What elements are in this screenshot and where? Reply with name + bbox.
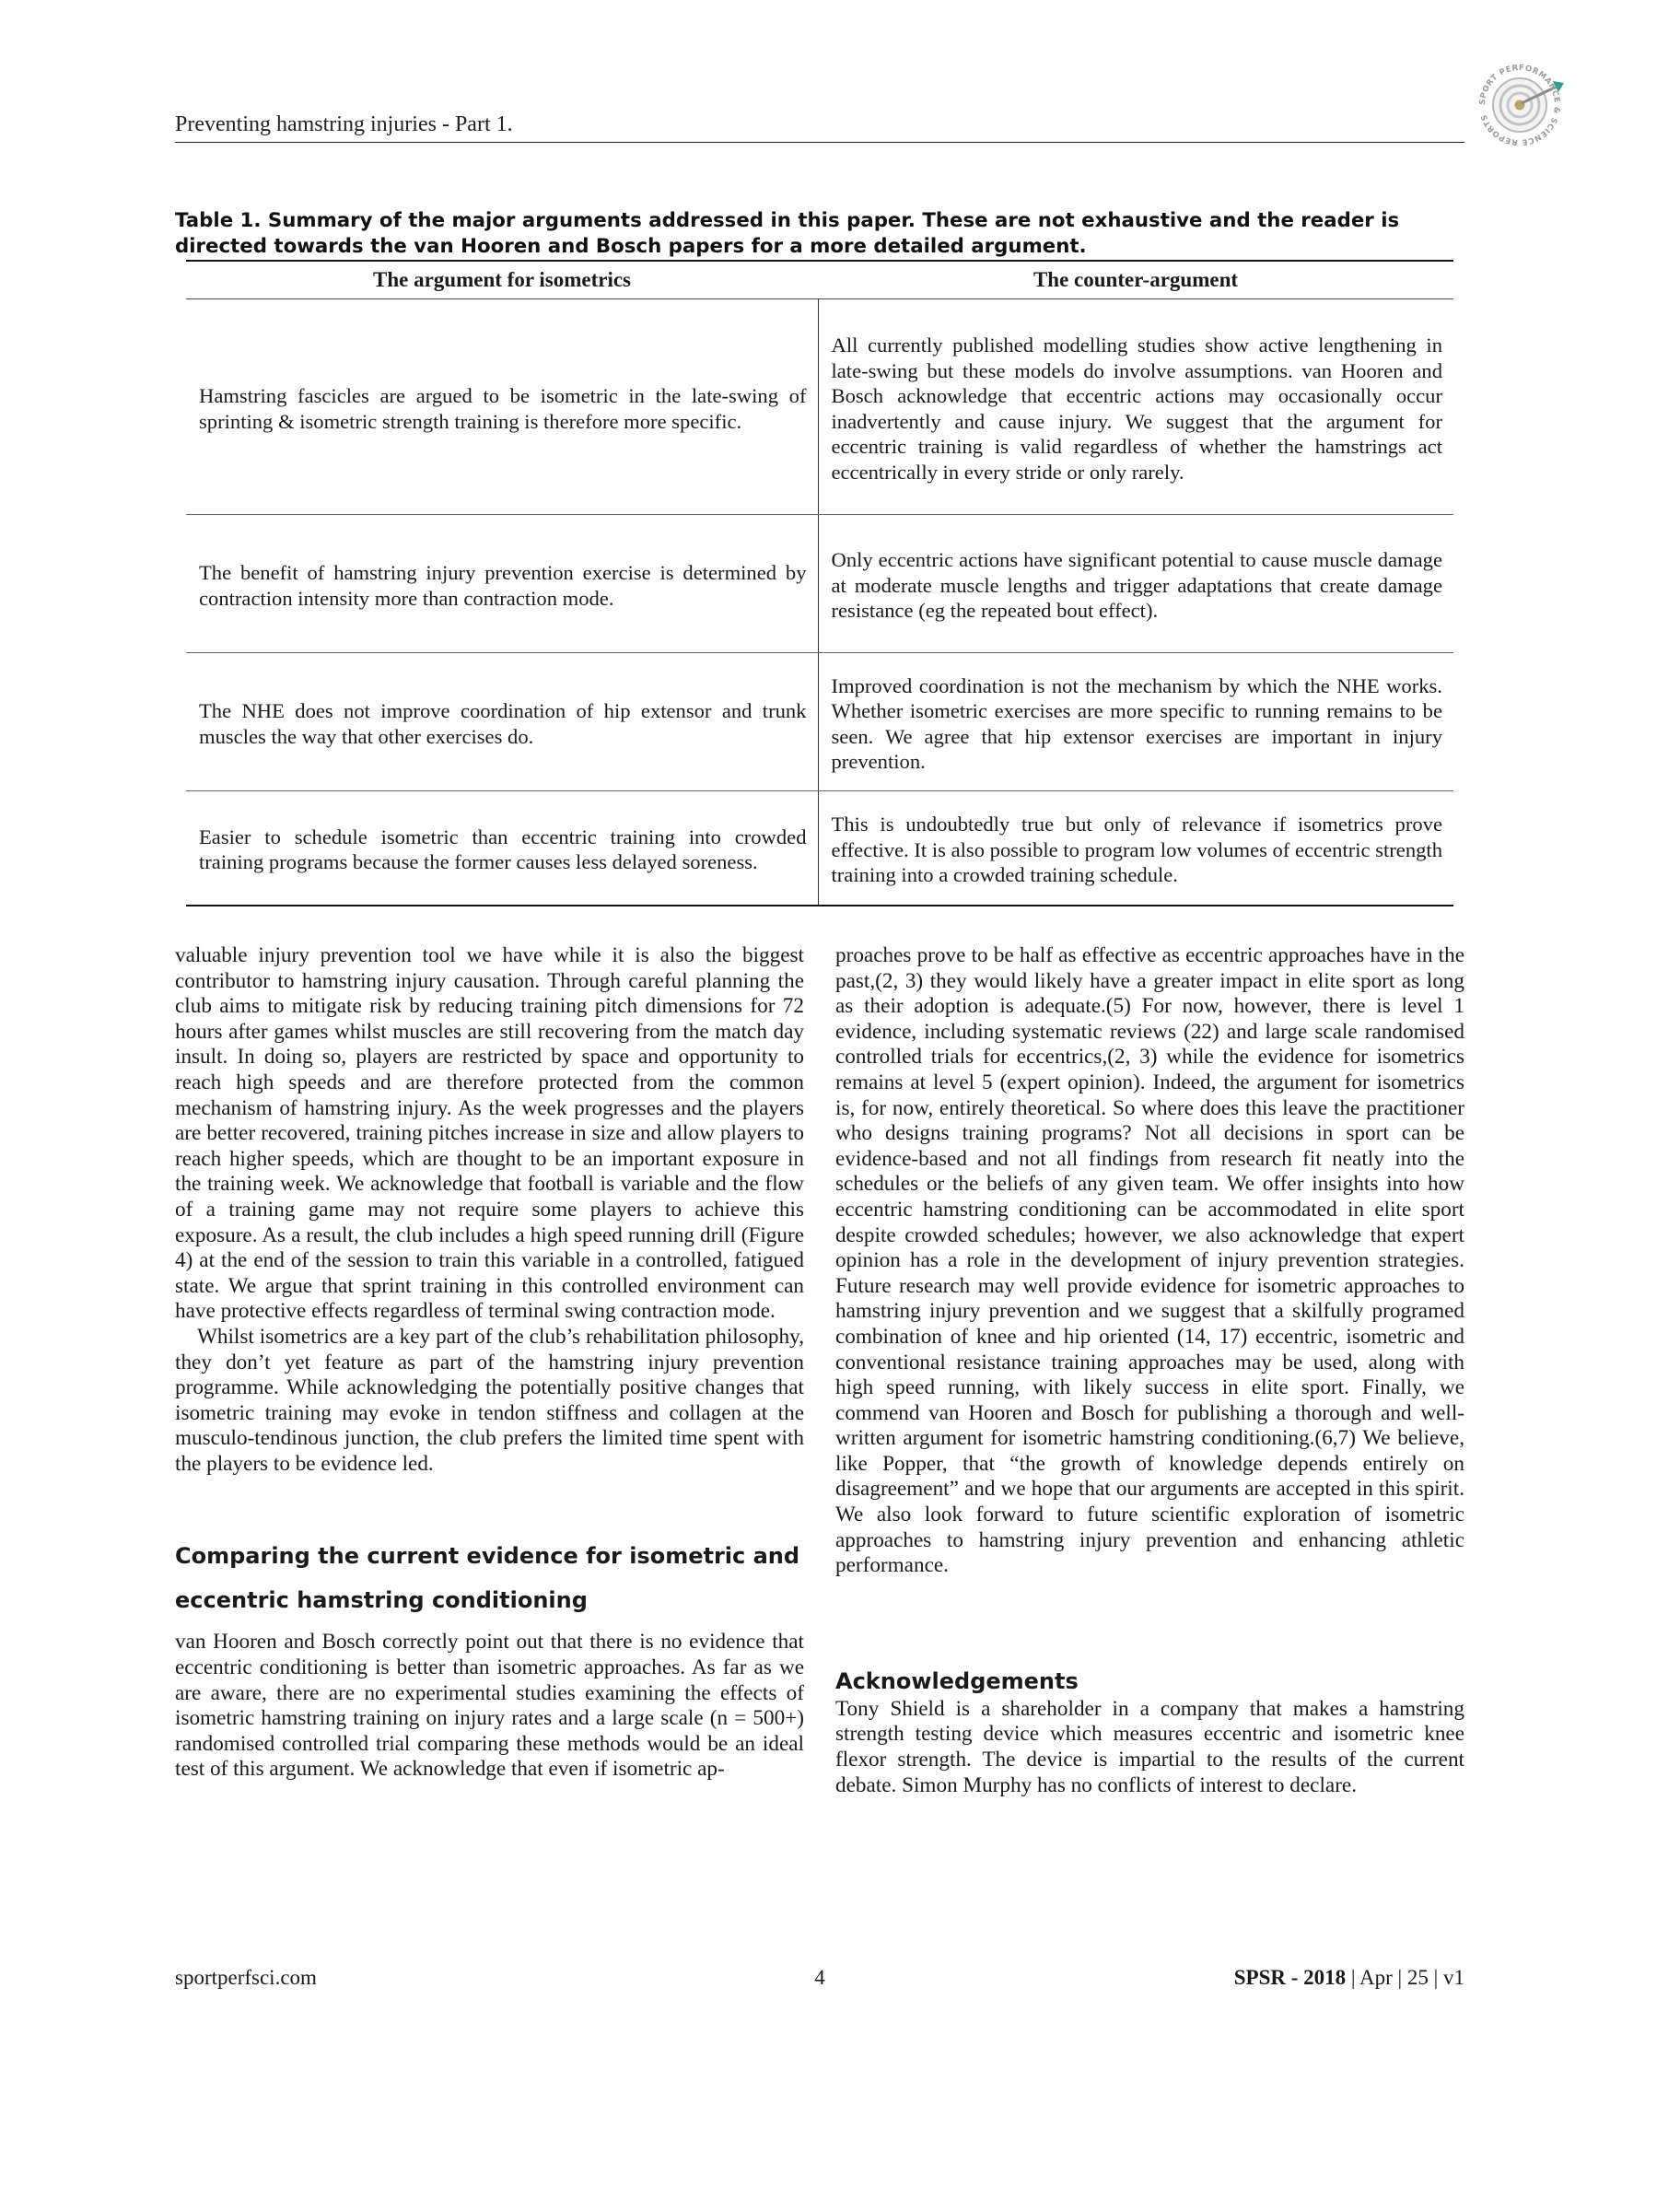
footer-version: v1 [1443, 1966, 1464, 1989]
header-rule [175, 142, 1464, 143]
acknowledgements-heading: Acknowledgements [835, 1667, 1079, 1694]
counter-cell: Only eccentric actions have significant potential to cause muscle damage at moderate muscle lengths and trigger adaptations that create damage resistance (eg the repeated bout effect). [818, 515, 1453, 653]
table-row [186, 791, 1453, 906]
footer-website: sportperfsci.com [175, 1966, 317, 1989]
body-paragraph: proaches prove to be half as effective as eccentric approaches have in the past,(2, 3) they would likely have a greater impact in elite sport as long as their adoption is adequate.(5) For now, however, there is level 1 evidence, including systematic reviews (22) and large scale randomised controlled trials for eccentrics,(2, 3) while the evidence for isometrics remains at level 5 (expert opinion). Indeed, the argument for isometrics is, for now, entirely theoretical. So where does this leave the practitioner who designs training programs? Not all decisions in sport can be evidence-based and not all findings from research fit neatly into the schedules or the beliefs of any given team. We offer insights into how eccentric hamstring conditioning can be accommodated in elite sport despite crowded schedules; however, we also acknowledge that expert opinion has a role in the development of injury prevention strategies. Future research may well provide evidence for isometric approaches to hamstring injury prevention and we suggest that a skilfully programed combination of knee and hip oriented (14, 17) eccentric, isometric and conventional resistance training approaches may be used, along with high speed running, with likely success in elite sport. Finally, we commend van Hooren and Bosch for publishing a thorough and well-written argument for isometric hamstring conditioning.(6,7) We believe, like Popper, that “the growth of knowledge depends entirely on disagreement” and we hope that our arguments are accepted in this spirit. We also look forward to future scientific exploration of isometric approaches to hamstring injury prevention and enhancing athletic performance. [835, 943, 1464, 1578]
body-paragraph: valuable injury prevention tool we have while it is also the biggest contributor to hamstring injury causation. Through careful planning the club aims to mitigate risk by reducing training pitch dimensions for 72 hours after games whilst muscles are still recovering from the match day insult. In doing so, players are restricted by space and opportunity to reach high speeds and are therefore protected from the common mechanism of hamstring injury. As the week progresses and the players are better recovered, training pitches increase in size and allow players to reach higher speeds, which are thought to be an important exposure in the training week. We acknowledge that football is variable and the flow of a training game may not require some players to achieve this exposure. As a result, the club includes a high speed running drill (Figure 4) at the end of the session to train this variable in a controlled, fatigued state. We argue that sprint training in this controlled environment can have protective effects regardless of terminal swing contraction mode. [175, 943, 804, 1324]
argument-cell: Hamstring fascicles are argued to be isometric in the late-swing of sprinting & isometric strength training is therefore more specific. [186, 299, 818, 515]
table-caption: Table 1. Summary of the major arguments addressed in this paper. These are not exhaustive and the reader is directed towards the van Hooren and Bosch papers for a more detailed argument. [175, 209, 1400, 258]
table-row [186, 299, 1453, 515]
logo-text: SPORT PERFORMANCE & SCIENCE REPORTS [1477, 63, 1562, 147]
footer-month: Apr [1359, 1966, 1393, 1989]
body-paragraph: Whilst isometrics are a key part of the club’s rehabilitation philosophy, they don’t yet feature as part of the hamstring injury prevention programme. While acknowledging the potentially positive changes that isometric training may evoke in tendon stiffness and collagen at the musculo-tendinous junction, the club prefers the limited time spent with the players to be evidence led. [175, 1324, 804, 1476]
acknowledgements-text: Tony Shield is a shareholder in a company that makes a hamstring strength testing device which measures eccentric and isometric knee flexor strength. The device is impartial to the results of the current debate. Simon Murphy has no conflicts of interest to declare. [835, 1696, 1464, 1797]
page-number: 4 [814, 1966, 825, 1989]
body-paragraph: van Hooren and Bosch correctly point out that there is no evidence that eccentric conditioning is better than isometric approaches. As far as we are aware, there are no experimental studies examining the effects of isometric hamstring training on injury rates and a large scale (n = 500+) randomised controlled trial comparing these methods would be an ideal test of this argument. We acknowledge that even if isometric ap- [175, 1630, 804, 1782]
journal-logo [1468, 53, 1571, 157]
table-row [186, 515, 1453, 653]
journal-name: SPSR - 2018 [1233, 1966, 1347, 1989]
column-header: The argument for isometrics [186, 261, 818, 299]
section-heading: Comparing the current evidence for isometric and eccentric hamstring conditioning [175, 1543, 800, 1614]
table-header-row [186, 261, 1453, 299]
counter-cell: Improved coordination is not the mechanism by which the NHE works. Whether isometric exercises are more specific to running remains to be seen. We agree that hip extensor exercises are important in injury prevention. [818, 653, 1453, 791]
right-column [835, 943, 1464, 1798]
footer-day: 25 [1406, 1966, 1429, 1989]
counter-cell: All currently published modelling studies show active lengthening in late-swing but these models do involve assumptions. van Hooren and Bosch acknowledge that eccentric actions may occasionally occur inadvertently and cause injury. We suggest that the argument for eccentric training is valid regardless of whether the hamstrings act eccentrically in every stride or only rarely. [818, 299, 1453, 515]
table-row [186, 653, 1453, 791]
argument-cell: The benefit of hamstring injury prevention exercise is determined by contraction intensity more than contraction mode. [186, 515, 818, 653]
argument-cell: The NHE does not improve coordination of hip extensor and trunk muscles the way that other exercises do. [186, 653, 818, 791]
summary-table [186, 260, 1453, 906]
argument-cell: Easier to schedule isometric than eccentric training into crowded training programs because the former causes less delayed soreness. [186, 791, 818, 906]
column-header: The counter-argument [818, 261, 1453, 299]
footer-journal-info: SPSR - 2018 | Apr | 25 | v1 [1233, 1966, 1464, 1989]
left-column [175, 943, 804, 1783]
running-title: Preventing hamstring injuries - Part 1. [175, 112, 513, 136]
counter-cell: This is undoubtedly true but only of relevance if isometrics prove effective. It is also possible to program low volumes of eccentric strength training into a crowded training schedule. [818, 791, 1453, 906]
